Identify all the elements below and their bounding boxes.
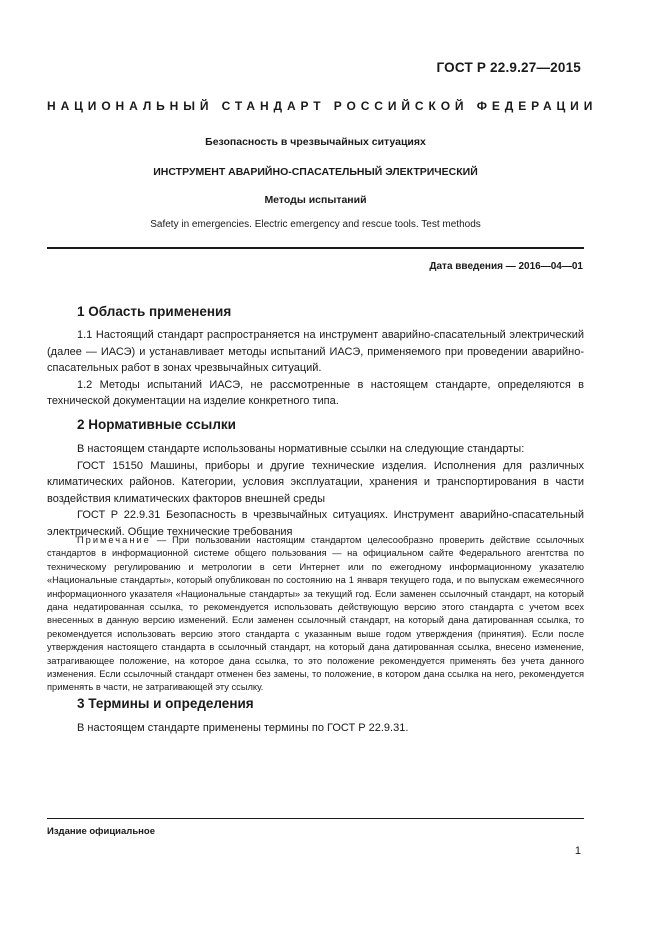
note-label: Примечание (77, 535, 151, 545)
official-edition-label: Издание официальное (47, 826, 155, 837)
page-number: 1 (574, 845, 581, 857)
document-title: ИНСТРУМЕНТ АВАРИЙНО-СПАСАТЕЛЬНЫЙ ЭЛЕКТРИЧЕСКИЙ (153, 166, 478, 178)
reference-gost-15150: ГОСТ 15150 Машины, приборы и другие технические изделия. Исполнения для различных климатических районов. Категории, условия эксплуатации, хранения и транспортирования в части воздействия климатических факторов внешней среды (47, 459, 584, 505)
reference-gost-r-22-9-31: ГОСТ Р 22.9.31 Безопасность в чрезвычайных ситуациях. Инструмент аварийно-спасательный электрический. Общие технические требования (47, 509, 584, 538)
header-divider (47, 247, 584, 249)
document-code: ГОСТ Р 22.9.27—2015 (436, 60, 581, 75)
national-standard-heading: НАЦИОНАЛЬНЫЙ СТАНДАРТ РОССИЙСКОЙ ФЕДЕРАЦИИ (47, 99, 598, 113)
footer-divider (47, 818, 584, 819)
section-1-heading: 1 Область применения (77, 304, 232, 319)
document-subtitle: Методы испытаний (264, 194, 367, 206)
note-text: — При пользовании настоящим стандартом целесообразно проверить действие ссылочных стандартов в информационной системе общего пользования — на официальном сайте Федерального агентства по техническому регулированию и метрологии в сети Интернет или по ежегодному информационному указателю «Национальные стандарты», который опубликован по состоянию на 1 января текущего года, и по выпускам ежемесячного информационного указателя «Национальные стандарты» за текущий год. Если заменен ссылочный стандарт, на который дана недатированная ссылка, то рекомендуется использовать действующую версию этого стандарта с учетом всех внесенных в данную версию изменений. Если заменен ссылочный стандарт, на который дана датированная ссылка, то рекомендуется использовать версию этого стандарта с указанным выше годом утверждения (принятия). Если после утверждения настоящего стандарта в ссылочный стандарт, на который дана датированная ссылка, внесено изменение, затрагивающее положение, на которое дана ссылка, то это положение рекомендуется применять без учета данного изменения. Если ссылочный стандарт отменен без замены, то положение, в котором дана ссылка на него, рекомендуется применять в части, не затрагивающей эту ссылку. (47, 535, 584, 693)
paragraph-1-2: 1.2 Методы испытаний ИАСЭ, не рассмотренные в настоящем стандарте, определяются в технической документации на изделие конкретного типа. (47, 378, 584, 407)
paragraph-2-intro: В настоящем стандарте использованы нормативные ссылки на следующие стандарты: (77, 443, 525, 455)
paragraph-1-1: 1.1 Настоящий стандарт распространяется на инструмент аварийно-спасательный электрический (далее — ИАСЭ) и устанавливает методы испытаний ИАСЭ, применяемого при проведении аварийно-спасательных работ в зонах чрезвычайных ситуаций. (47, 329, 584, 374)
section-3-body (47, 720, 584, 737)
document-topic: Безопасность в чрезвычайных ситуациях (205, 136, 426, 148)
section-2-note (47, 534, 584, 695)
section-2-heading: 2 Нормативные ссылки (77, 417, 236, 432)
paragraph-3-1: В настоящем стандарте применены термины по ГОСТ Р 22.9.31. (77, 722, 409, 734)
section-2-body (47, 441, 584, 540)
section-3-heading: 3 Термины и определения (77, 696, 254, 711)
english-title: Safety in emergencies. Electric emergency and rescue tools. Test methods (150, 219, 481, 230)
introduction-date: Дата введения — 2016—04—01 (429, 261, 583, 272)
section-1-body (47, 327, 584, 410)
